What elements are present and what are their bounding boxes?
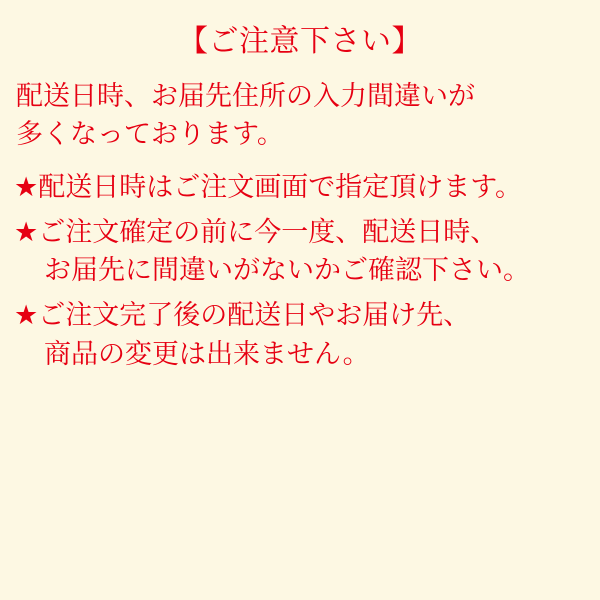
bullet-3-line-2: 商品の変更は出来ません。 bbox=[44, 339, 370, 370]
list-item bbox=[14, 168, 586, 207]
bullet-list bbox=[14, 168, 586, 374]
bullet-3-line-1: ★ご注文完了後の配送日やお届け先、 bbox=[14, 300, 471, 331]
bullet-2-line-2: お届先に間違いがないかご確認下さい。 bbox=[44, 255, 530, 286]
lead-line-2: 多くなっております。 bbox=[16, 119, 284, 150]
bullet-1-line-1: ★配送日時はご注文画面で指定頂けます。 bbox=[14, 171, 523, 202]
lead-line-1: 配送日時、お届先住所の入力間違いが bbox=[16, 81, 475, 111]
list-item bbox=[14, 296, 586, 374]
page-title: 【ご注意下さい】 bbox=[178, 25, 422, 58]
lead-paragraph bbox=[14, 77, 586, 154]
list-item bbox=[14, 213, 586, 291]
bullet-2-line-1: ★ご注文確定の前に今一度、配送日時、 bbox=[14, 216, 498, 247]
